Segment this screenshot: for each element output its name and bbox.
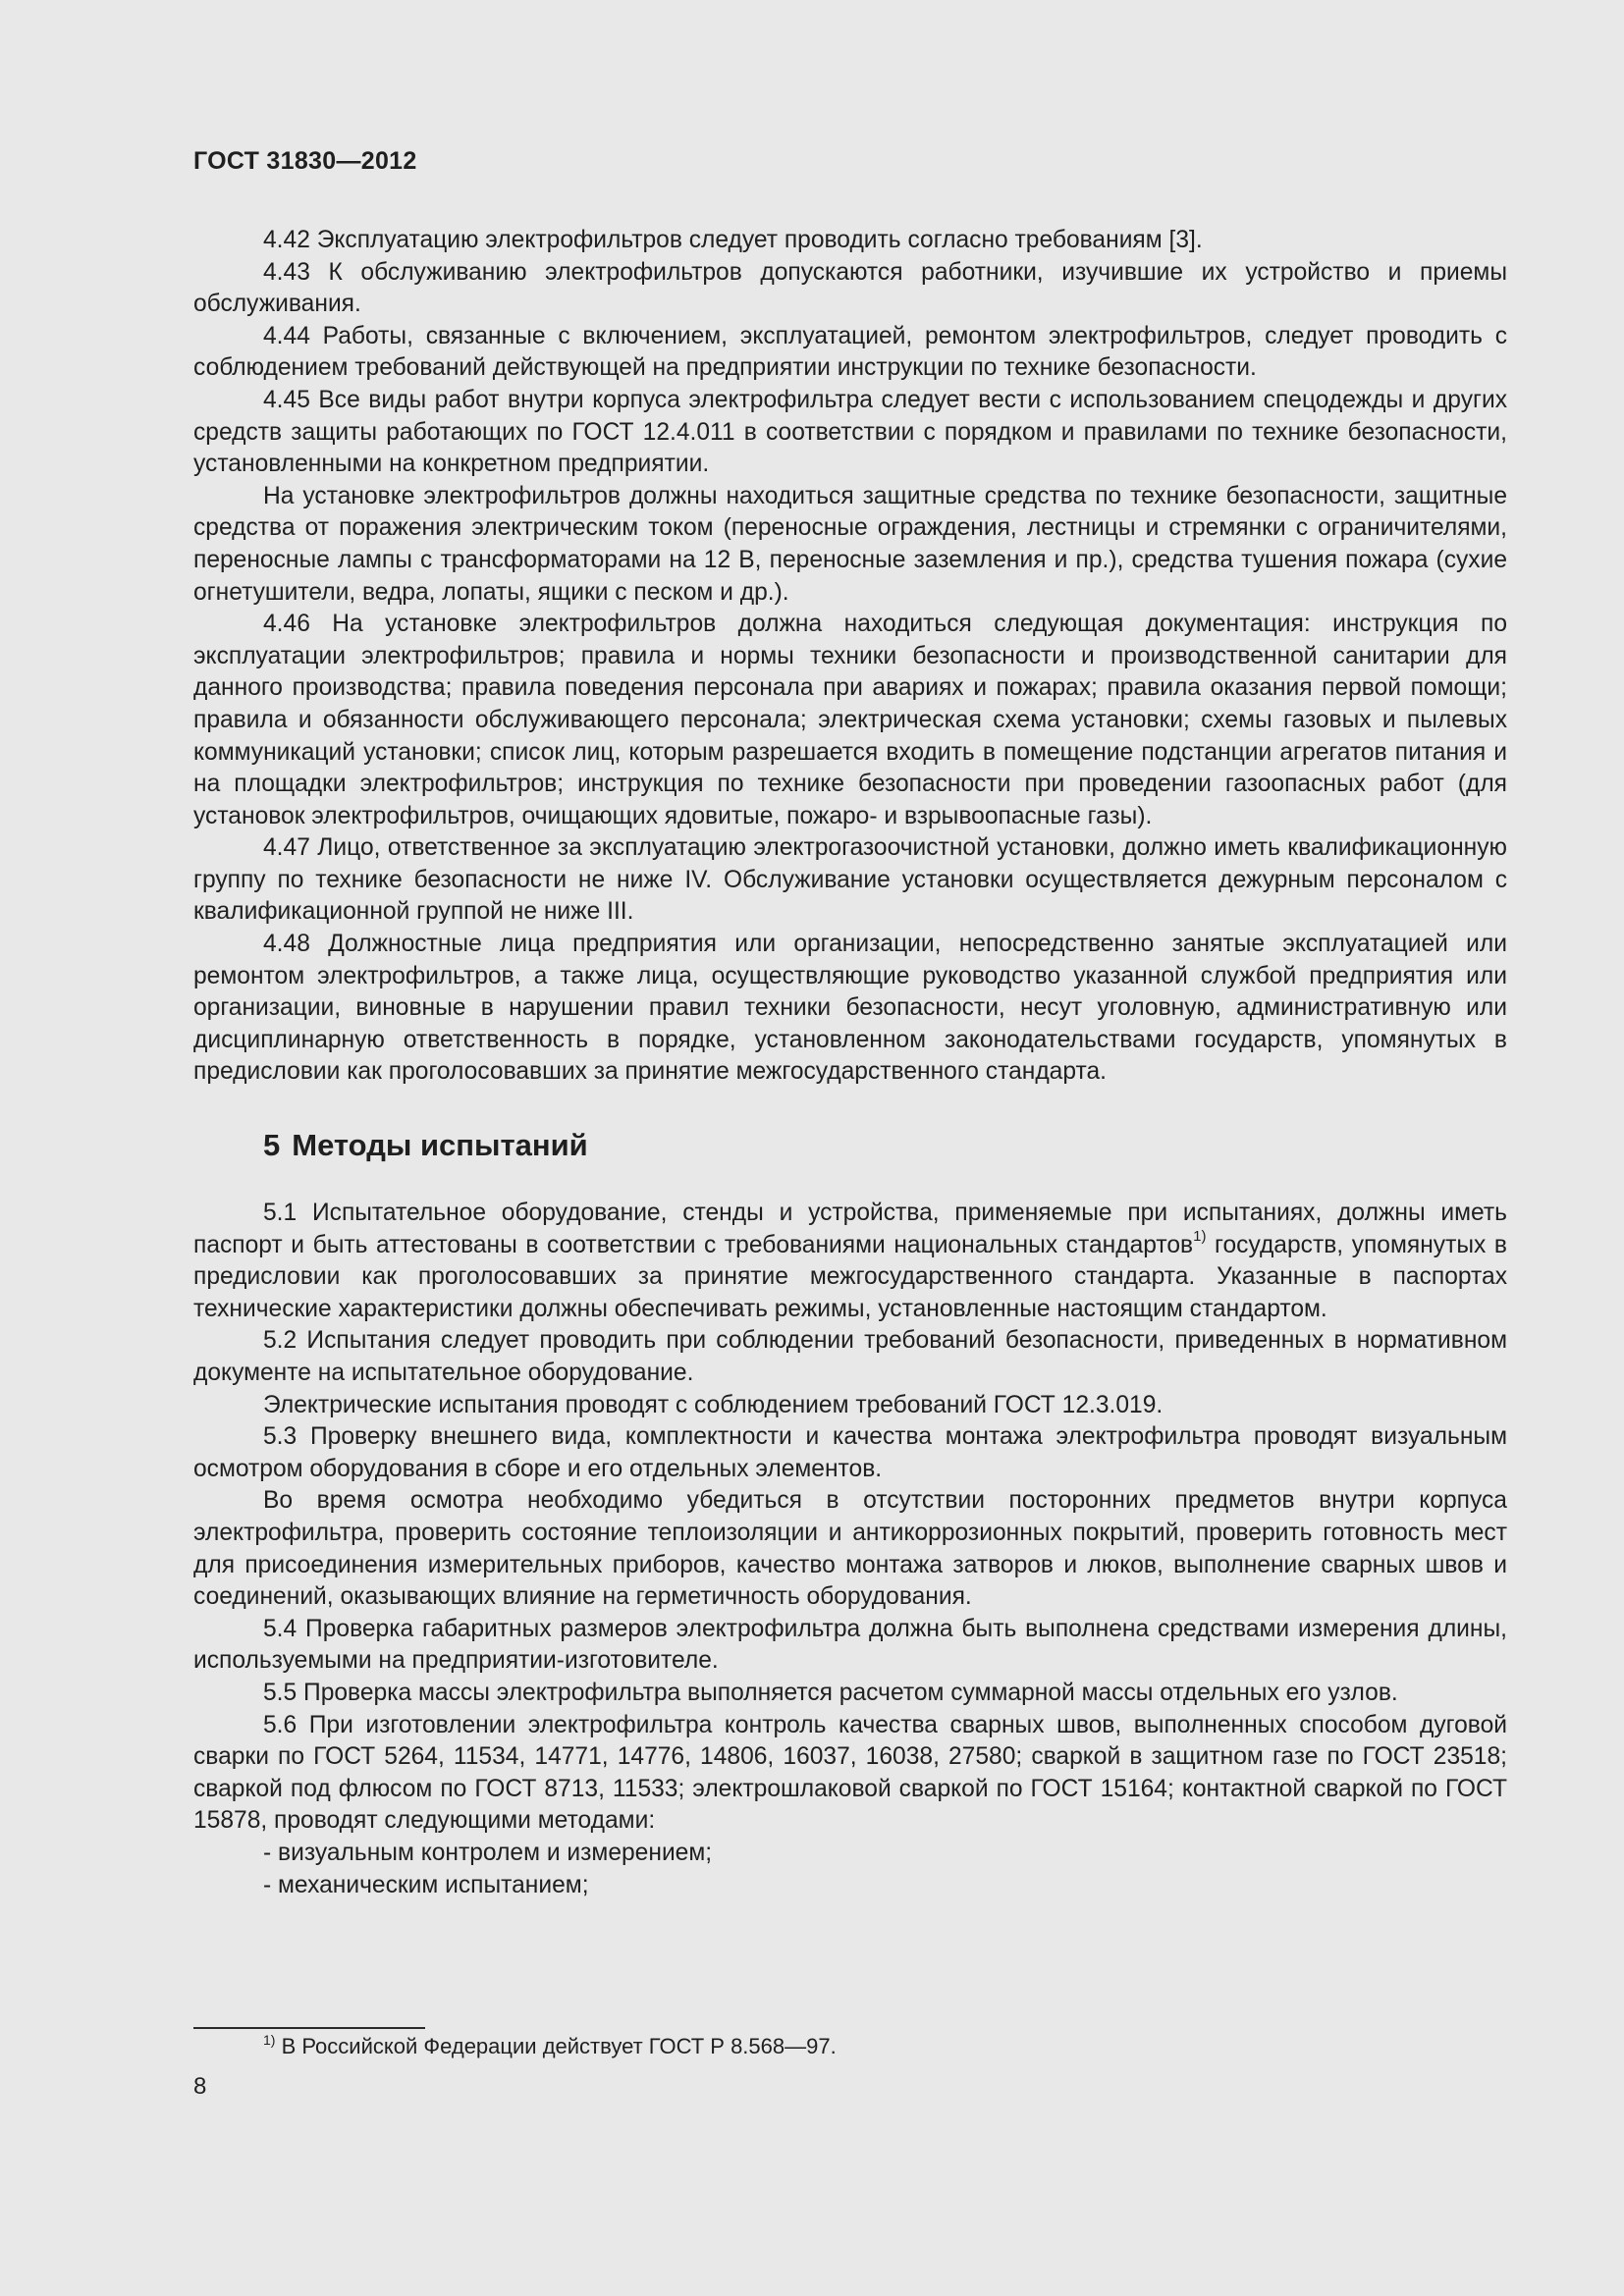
footnote-mark: 1)	[263, 2031, 276, 2048]
paragraph-4-45: 4.45 Все виды работ внутри корпуса электрофильтра следует вести с использованием спецодежды и других средств защиты работающих по ГОСТ 12.4.011 в соответствии с порядком и правилами по технике безопасности, установленными на конкретном предприятии.	[193, 386, 1507, 478]
paragraph-5-6: 5.6 При изготовлении электрофильтра контроль качества сварных швов, выполненных способом дуговой сварки по ГОСТ 5264, 11534, 14771, 14776, 14806, 16037, 16038, 27580; сваркой в защитном газе по ГОСТ 23518; сваркой под флюсом по ГОСТ 8713, 11533; электрошлаковой сваркой по ГОСТ 15164; контактной сваркой по ГОСТ 15878, проводят следующими методами:	[193, 1711, 1507, 1835]
section-number: 5	[263, 1128, 281, 1163]
section-heading	[263, 1127, 1507, 1164]
paragraph-protective-means: На установке электрофильтров должны находиться защитные средства по технике безопасности, защитные средства от поражения электрическим током (переносные ограждения, лестницы и стремянки с ограничителями, переносные лампы с трансформаторами на 12 В, переносные заземления и пр.), средства тушения пожара (сухие огнетушители, ведра, лопаты, ящики с песком и др.).	[193, 482, 1507, 606]
paragraph-4-46: 4.46 На установке электрофильтров должна находиться следующая документация: инструкция по эксплуатации электрофильтров; правила и нормы техники безопасности и производственной санитарии для данного производства; правила поведения персонала при авариях и пожарах; правила оказания первой помощи; правила и обязанности обслуживающего персонала; электрическая схема установки; схемы газовых и пылевых коммуникаций установки; список лиц, которым разрешается входить в помещение подстанции агрегатов питания и на площадки электрофильтров; инструкция по технике безопасности при проведении газоопасных работ (для установок электрофильтров, очищающих ядовитые, пожаро- и взрывоопасные газы).	[193, 611, 1507, 829]
footnote-reference[interactable]: 1)	[1193, 1228, 1207, 1246]
paragraph-4-48: 4.48 Должностные лица предприятия или организации, непосредственно занятые эксплуатацией или ремонтом электрофильтров, а также лица, осуществляющие руководство указанной службой предприятия или организации, виновные в нарушении правил техники безопасности, несут уголовную, административную или дисциплинарную ответственность в порядке, установленном законодательствами государств, упомянутых в предисловии как проголосовавших за принятие межгосударственного стандарта.	[193, 931, 1507, 1086]
paragraph-5-1-text-cont: государств, упомянутых в предисловии как проголосовавших за принятие межгосударственного стандарта. Указанные в паспортах технические характеристики должны обеспечивать режимы, установленные настоящим стандартом.	[193, 1231, 1507, 1322]
paragraph-5-1	[193, 1198, 1507, 1325]
section-title: Методы испытаний	[292, 1128, 588, 1163]
footnote	[263, 2033, 837, 2060]
footnote-divider	[193, 2027, 425, 2029]
paragraph-5-3: 5.3 Проверку внешнего вида, комплектности и качества монтажа электрофильтра проводят визуальным осмотром оборудования в сборе и его отдельных элементов.	[193, 1423, 1507, 1482]
paragraph-electrical-tests: Электрические испытания проводят с соблюдением требований ГОСТ 12.3.019.	[263, 1391, 1164, 1418]
paragraph-4-42: 4.42 Эксплуатацию электрофильтров следует проводить согласно требованиям [3].	[263, 227, 1203, 253]
page-number: 8	[193, 2073, 207, 2100]
footnote-text: В Российской Федерации действует ГОСТ Р 8.568—97.	[275, 2034, 837, 2058]
list-item: - визуальным контролем и измерением;	[263, 1839, 713, 1866]
paragraph-5-2: 5.2 Испытания следует проводить при соблюдении требований безопасности, приведенных в нормативном документе на испытательное оборудование.	[193, 1327, 1507, 1386]
page-body	[193, 225, 1507, 1901]
paragraph-5-1-text: 5.1 Испытательное оборудование, стенды и устройства, применяемые при испытаниях, должны иметь паспорт и быть аттестованы в соответствии с требованиями национальных стандартов	[193, 1200, 1507, 1258]
paragraph-4-44: 4.44 Работы, связанные с включением, эксплуатацией, ремонтом электрофильтров, следует проводить с соблюдением требований действующей на предприятии инструкции по технике безопасности.	[193, 322, 1507, 382]
paragraph-inspection: Во время осмотра необходимо убедиться в отсутствии посторонних предметов внутри корпуса электрофильтра, проверить состояние теплоизоляции и антикоррозионных покрытий, проверить готовность мест для присоединения измерительных приборов, качество монтажа затворов и люков, выполнение сварных швов и соединений, оказывающих влияние на герметичность оборудования.	[193, 1487, 1507, 1611]
paragraph-5-5: 5.5 Проверка массы электрофильтра выполняется расчетом суммарной массы отдельных его узлов.	[263, 1679, 1398, 1706]
document-header: ГОСТ 31830—2012	[193, 147, 417, 175]
paragraph-4-43: 4.43 К обслуживанию электрофильтров допускаются работники, изучившие их устройство и приемы обслуживания.	[193, 258, 1507, 318]
paragraph-5-4: 5.4 Проверка габаритных размеров электрофильтра должна быть выполнена средствами измерения длины, используемыми на предприятии-изготовителе.	[193, 1615, 1507, 1675]
list-item: - механическим испытанием;	[263, 1871, 589, 1898]
paragraph-4-47: 4.47 Лицо, ответственное за эксплуатацию электрогазоочистной установки, должно иметь квалификационную группу по технике безопасности не ниже IV. Обслуживание установки осуществляется дежурным персоналом с квалификационной группой не ниже III.	[193, 834, 1507, 926]
